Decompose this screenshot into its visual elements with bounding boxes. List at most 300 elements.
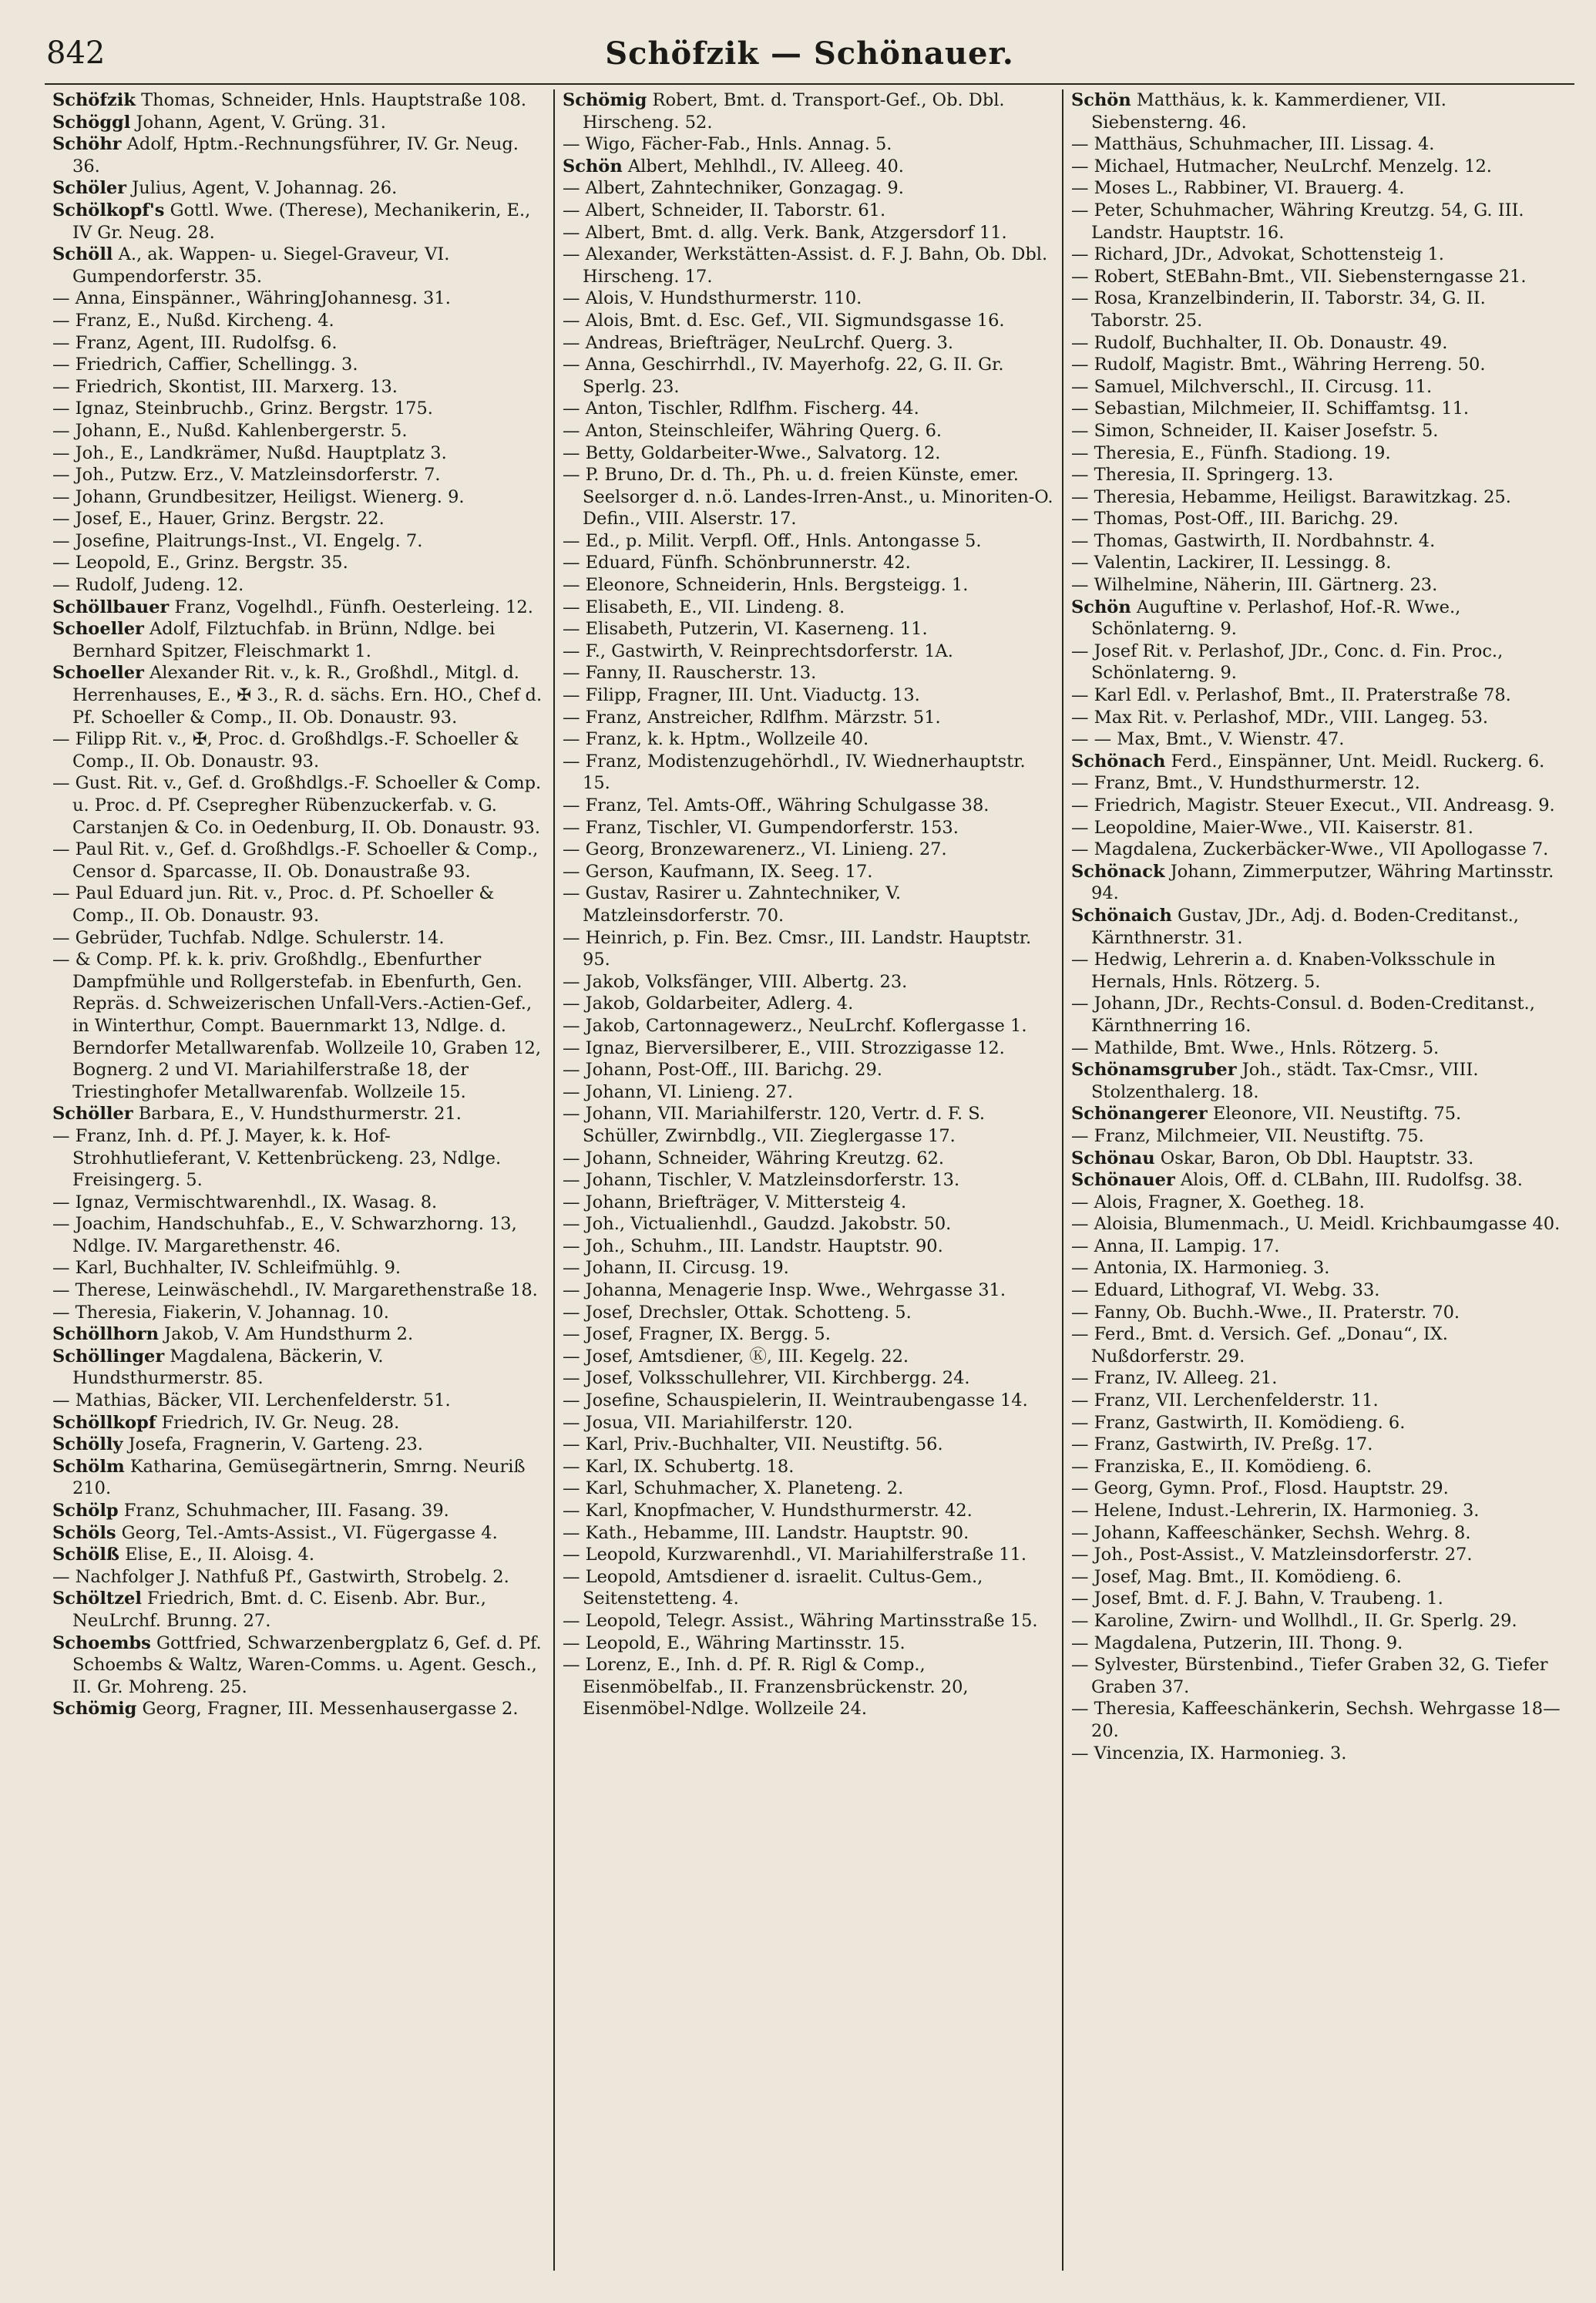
directory-entry	[52, 376, 546, 398]
columns	[45, 89, 1574, 2271]
entry-text: — Johann, Tischler, V. Matzleinsdorferstr. 13.	[563, 1170, 960, 1191]
directory-entry	[1071, 1390, 1563, 1412]
entry-text: — Mathilde, Bmt. Wwe., Hnls. Rötzerg. 5.	[1071, 1037, 1440, 1058]
directory-entry	[563, 1522, 1054, 1545]
entry-text: — Helene, Indust.-Lehrerin, IX. Harmonieg. 3.	[1071, 1501, 1480, 1521]
directory-entry	[563, 1456, 1054, 1478]
entry-text: — Paul Eduard jun. Rit. v., Proc. d. Pf. Schoeller & Comp., II. Ob. Donaustr. 93.	[52, 883, 495, 926]
entry-text: — Leopold, Kurzwarenhdl., VI. Mariahilferstraße 11.	[563, 1545, 1027, 1565]
directory-entry	[563, 1544, 1054, 1566]
entry-surname: Schönaich	[1071, 905, 1172, 926]
entry-text: — Johann, II. Circusg. 19.	[563, 1258, 789, 1279]
directory-entry	[563, 597, 1054, 619]
entry-text: — Friedrich, Skontist, III. Marxerg. 13.	[52, 376, 398, 397]
directory-entry	[1071, 574, 1563, 597]
entry-text: — Theresia, II. Springerg. 13.	[1071, 465, 1334, 486]
directory-entry	[1071, 905, 1563, 949]
entry-text: — Josef, Fragner, IX. Bergg. 5.	[563, 1324, 831, 1345]
directory-entry	[563, 552, 1054, 574]
directory-entry	[1071, 707, 1563, 729]
directory-entry	[1071, 530, 1563, 553]
directory-entry	[52, 133, 546, 177]
entry-text: — Friedrich, Caffier, Schellingg. 3.	[52, 355, 358, 375]
entry-surname: Schoembs	[52, 1632, 151, 1653]
entry-text: — Gerson, Kaufmann, IX. Seeg. 17.	[563, 861, 873, 882]
directory-entry	[563, 1213, 1054, 1236]
entry-text: — Eduard, Lithograf, VI. Webg. 33.	[1071, 1280, 1380, 1301]
entry-text: Barbara, E., V. Hundsthurmerstr. 21.	[133, 1104, 462, 1125]
directory-entry	[1071, 684, 1563, 707]
entry-text: — Anna, Geschirrhdl., IV. Mayerhofg. 22, G. II. Gr. Sperlg. 23.	[563, 355, 1004, 397]
directory-entry	[1071, 1743, 1563, 1765]
directory-entry	[52, 1500, 546, 1522]
entry-text: Alexander Rit. v., k. R., Großhdl., Mitgl. d. Herrenhauses, E., ✠ 3., R. d. sächs. Ern. HO., Chef d. Pf. Schoeller & Comp., II. Ob. Donaustr. 93.	[72, 663, 543, 728]
directory-entry	[563, 1346, 1054, 1368]
entry-text: — Johann, Grundbesitzer, Heiligst. Wienerg. 9.	[52, 486, 465, 507]
entry-text: — Karl, Knopfmacher, V. Hundsthurmerstr. 42.	[563, 1501, 973, 1521]
directory-entry	[52, 927, 546, 950]
directory-entry	[1071, 266, 1563, 288]
entry-surname: Schöllhorn	[52, 1324, 159, 1345]
directory-entry	[1071, 89, 1563, 133]
directory-entry	[563, 310, 1054, 332]
directory-entry	[1071, 332, 1563, 355]
directory-entry	[563, 1148, 1054, 1170]
entry-text: — Georg, Bronzewarenerz., VI. Linieng. 27.	[563, 839, 947, 860]
directory-entry	[52, 1213, 546, 1257]
entry-text: — Theresia, Hebamme, Heiligst. Barawitzkag. 25.	[1071, 486, 1511, 507]
directory-entry	[563, 1081, 1054, 1104]
directory-entry	[52, 597, 546, 619]
entry-text: — Thomas, Post-Off., III. Barichg. 29.	[1071, 509, 1399, 530]
directory-entry	[563, 89, 1054, 133]
entry-text: — Andreas, Briefträger, NeuLrchf. Querg. 3.	[563, 332, 954, 353]
directory-entry	[563, 200, 1054, 222]
directory-entry	[52, 883, 546, 926]
entry-text: A., ak. Wappen- u. Siegel-Graveur, VI. Gumpendorferstr. 35.	[72, 244, 450, 287]
directory-entry	[52, 1456, 546, 1500]
entry-text: — Kath., Hebamme, III. Landstr. Hauptstr. 90.	[563, 1522, 969, 1543]
entry-text: — Karl Edl. v. Perlashof, Bmt., II. Praterstraße 78.	[1071, 685, 1511, 706]
entry-text: — Gustav, Rasirer u. Zahntechniker, V. Matzleinsdorferstr. 70.	[563, 883, 902, 926]
directory-entry	[563, 1257, 1054, 1279]
entry-text: — Joh., E., Landkrämer, Nußd. Hauptplatz 3.	[52, 442, 447, 463]
directory-entry	[52, 1192, 546, 1214]
entry-text: — Alexander, Werkstätten-Assist. d. F. J. Bahn, Ob. Dbl. Hirscheng. 17.	[563, 244, 1048, 287]
directory-entry	[52, 839, 546, 883]
page-header	[45, 35, 1574, 85]
entry-text: — Wigo, Fächer-Fab., Hnls. Annag. 5.	[563, 134, 892, 155]
entry-text: — Johann, Schneider, Währing Kreutzg. 62.	[563, 1148, 945, 1168]
directory-entry	[52, 287, 546, 310]
directory-entry	[1071, 1544, 1563, 1566]
directory-entry	[52, 486, 546, 509]
directory-entry	[1071, 1125, 1563, 1148]
entry-text: — Mathias, Bäcker, VII. Lerchenfelderstr. 51.	[52, 1390, 451, 1411]
entry-surname: Schönamsgruber	[1071, 1060, 1237, 1081]
directory-entry	[52, 332, 546, 355]
entry-text: — Samuel, Milchverschl., II. Circusg. 11.	[1071, 376, 1433, 397]
entry-surname: Schöggl	[52, 112, 131, 133]
entry-text: — Albert, Zahntechniker, Gonzagag. 9.	[563, 178, 904, 199]
directory-entry	[1071, 1323, 1563, 1367]
directory-entry	[1071, 1037, 1563, 1060]
entry-text: — Jakob, Cartonnagewerz., NeuLrchf. Koflergasse 1.	[563, 1015, 1027, 1036]
directory-entry	[563, 1236, 1054, 1258]
directory-entry	[52, 1346, 546, 1390]
entry-text: Alois, Off. d. CLBahn, III. Rudolfsg. 38.	[1174, 1170, 1523, 1191]
entry-surname: Schöhr	[52, 134, 122, 155]
entry-surname: Schölß	[52, 1545, 119, 1565]
directory-entry	[1071, 1632, 1563, 1655]
entry-text: Robert, Bmt. d. Transport-Gef., Ob. Dbl. Hirscheng. 52.	[583, 90, 1005, 133]
entry-text: — Johann, Kaffeeschänker, Sechsh. Wehrg. 8.	[1071, 1522, 1471, 1543]
entry-surname: Schönack	[1071, 861, 1165, 882]
entry-text: — Josefine, Plaitrungs-Inst., VI. Engelg. 7.	[52, 530, 423, 551]
directory-entry	[1071, 200, 1563, 244]
entry-text: — Leopoldine, Maier-Wwe., VII. Kaiserstr. 81.	[1071, 817, 1473, 838]
entry-text: — Franz, VII. Lerchenfelderstr. 11.	[1071, 1390, 1379, 1411]
directory-entry	[563, 662, 1054, 684]
entry-text: Gustav, JDr., Adj. d. Boden-Creditanst., Kärnthnerstr. 31.	[1091, 905, 1519, 948]
directory-entry	[1071, 1566, 1563, 1589]
entry-text: Magdalena, Bäckerin, V. Hundsthurmerstr. 85.	[72, 1346, 384, 1389]
entry-text: Auguftine v. Perlashof, Hof.-R. Wwe., Schönlaterng. 9.	[1091, 597, 1461, 640]
entry-text: — Joh., Schuhm., III. Landstr. Hauptstr. 90.	[563, 1236, 943, 1256]
directory-entry	[1071, 1213, 1563, 1236]
entry-text: — Elisabeth, E., VII. Lindeng. 8.	[563, 597, 845, 617]
directory-entry	[1071, 1698, 1563, 1742]
directory-entry	[52, 1566, 546, 1589]
entry-text: Joh., städt. Tax-Cmsr., VIII. Stolzenthalerg. 18.	[1091, 1060, 1479, 1102]
entry-text: Franz, Schuhmacher, III. Fasang. 39.	[118, 1501, 449, 1521]
directory-entry	[1071, 839, 1563, 861]
entry-text: — Ferd., Bmt. d. Versich. Gef. „Donau“, IX. Nußdorferstr. 29.	[1071, 1324, 1448, 1367]
directory-entry	[52, 1412, 546, 1434]
entry-text: Jakob, V. Am Hundsthurm 2.	[159, 1324, 414, 1345]
entry-text: Georg, Tel.-Amts-Assist., VI. Fügergasse 4.	[116, 1522, 498, 1543]
directory-entry	[1071, 1059, 1563, 1103]
entry-text: — Magdalena, Zuckerbäcker-Wwe., VII Apollogasse 7.	[1071, 839, 1549, 860]
entry-text: — Leopold, E., Währing Martinsstr. 15.	[563, 1632, 906, 1653]
entry-surname: Schöler	[52, 178, 127, 199]
directory-entry	[563, 751, 1054, 795]
directory-entry	[1071, 640, 1563, 684]
directory-entry	[52, 949, 546, 1103]
entry-text: — Simon, Schneider, II. Kaiser Josefstr. 5.	[1071, 420, 1439, 441]
directory-entry	[1071, 1456, 1563, 1478]
directory-entry	[563, 398, 1054, 420]
directory-entry	[52, 1632, 546, 1699]
directory-entry	[563, 156, 1054, 178]
directory-entry	[563, 1169, 1054, 1192]
entry-text: — Franz, Inh. d. Pf. J. Mayer, k. k. Hof-Strohhutlieferant, V. Kettenbrückeng. 23, Ndlge. Freisingerg. 5.	[52, 1125, 502, 1191]
directory-entry	[563, 332, 1054, 355]
entry-text: — Valentin, Lackirer, II. Lessingg. 8.	[1071, 553, 1392, 573]
column-left	[45, 89, 553, 2271]
directory-entry	[52, 244, 546, 287]
entry-text: — Alois, Fragner, X. Goetheg. 18.	[1071, 1192, 1365, 1212]
directory-entry	[52, 1390, 546, 1412]
directory-entry	[563, 1103, 1054, 1147]
entry-text: — Georg, Gymn. Prof., Flosd. Hauptstr. 29.	[1071, 1478, 1449, 1499]
directory-entry	[563, 1610, 1054, 1632]
directory-entry	[563, 1192, 1054, 1214]
entry-text: — Ignaz, Steinbruchb., Grinz. Bergstr. 175.	[52, 398, 433, 419]
entry-text: — Josef, Volksschullehrer, VII. Kirchbergg. 24.	[563, 1368, 970, 1389]
entry-text: — Franz, Anstreicher, Rdlfhm. Märzstr. 51.	[563, 707, 941, 728]
entry-text: — Ed., p. Milit. Verpfl. Off., Hnls. Antongasse 5.	[563, 530, 982, 551]
entry-text: — Franz, E., Nußd. Kircheng. 4.	[52, 310, 334, 331]
directory-entry	[1071, 552, 1563, 574]
entry-text: — Alois, V. Hundsthurmerstr. 110.	[563, 288, 862, 309]
entry-text: — Hedwig, Lehrerin a. d. Knaben-Volksschule in Hernals, Hnls. Rötzerg. 5.	[1071, 950, 1496, 992]
entry-text: — Magdalena, Putzerin, III. Thong. 9.	[1071, 1632, 1403, 1653]
entry-text: — Ignaz, Vermischtwarenhdl., IX. Wasag. 8.	[52, 1192, 438, 1212]
entry-surname: Schoeller	[52, 619, 144, 640]
entry-text: — Rudolf, Buchhalter, II. Ob. Donaustr. 49.	[1071, 332, 1448, 353]
entry-text: — Sylvester, Bürstenbind., Tiefer Graben 32, G. Tiefer Graben 37.	[1071, 1655, 1548, 1697]
entry-text: — Karl, IX. Schubertg. 18.	[563, 1456, 795, 1477]
entry-text: — Fanny, Ob. Buchh.-Wwe., II. Praterstr. 70.	[1071, 1302, 1460, 1323]
directory-entry	[563, 133, 1054, 156]
entry-text: — Robert, StEBahn-Bmt., VII. Siebensterngasse 21.	[1071, 266, 1527, 287]
entry-surname: Schön	[1071, 90, 1131, 110]
entry-text: Julius, Agent, V. Johannag. 26.	[126, 178, 398, 199]
entry-text: — Max Rit. v. Perlashof, MDr., VIII. Langeg. 53.	[1071, 707, 1489, 728]
entry-text: — Theresia, Fiakerin, V. Johannag. 10.	[52, 1302, 389, 1323]
entry-text: — Gebrüder, Tuchfab. Ndlge. Schulerstr. 14.	[52, 927, 445, 948]
entry-text: — Franz, Tischler, VI. Gumpendorferstr. 153.	[563, 817, 959, 838]
directory-entry	[1071, 1367, 1563, 1390]
directory-entry	[563, 244, 1054, 287]
directory-entry	[563, 1037, 1054, 1060]
directory-entry	[1071, 508, 1563, 530]
entry-text: — Ignaz, Bierversilberer, E., VIII. Strozzigasse 12.	[563, 1037, 1005, 1058]
directory-entry	[563, 684, 1054, 707]
entry-text: — Nachfolger J. Nathfuß Pf., Gastwirth, Strobelg. 2.	[52, 1566, 509, 1587]
entry-text: — Johann, JDr., Rechts-Consul. d. Boden-Creditanst., Kärnthnerring 16.	[1071, 993, 1535, 1036]
entry-text: — Heinrich, p. Fin. Bez. Cmsr., III. Landstr. Hauptstr. 95.	[563, 927, 1032, 970]
directory-entry	[1071, 1610, 1563, 1632]
entry-text: — Anna, Einspänner., WähringJohannesg. 31.	[52, 288, 451, 309]
entry-text: — Paul Rit. v., Gef. d. Großhdlgs.-F. Schoeller & Comp., Censor d. Sparcasse, II. Ob. Donaustraße 93.	[52, 839, 539, 882]
entry-text: — Karl, Schuhmacher, X. Planeteng. 2.	[563, 1478, 904, 1499]
directory-entry	[52, 398, 546, 420]
directory-entry	[52, 354, 546, 376]
directory-entry	[52, 310, 546, 332]
directory-entry	[1071, 1654, 1563, 1698]
entry-text: — Moses L., Rabbiner, VI. Brauerg. 4.	[1071, 178, 1405, 199]
entry-text: — — Max, Bmt., V. Wienstr. 47.	[1071, 729, 1345, 750]
entry-surname: Schönangerer	[1071, 1104, 1208, 1125]
entry-text: — Aloisia, Blumenmach., U. Meidl. Krichbaumgasse 40.	[1071, 1214, 1561, 1235]
entry-text: — Anton, Steinschleifer, Währing Querg. 6.	[563, 420, 942, 441]
directory-entry	[52, 1698, 546, 1720]
entry-text: — Josua, VII. Mariahilferstr. 120.	[563, 1412, 853, 1433]
directory-entry	[1071, 597, 1563, 640]
directory-entry	[1071, 1192, 1563, 1214]
entry-text: — Filipp Rit. v., ✠, Proc. d. Großhdlgs.-F. Schoeller & Comp., II. Ob. Donaustr. 93.	[52, 729, 519, 772]
entry-text: — Johann, Briefträger, V. Mittersteig 4.	[563, 1192, 907, 1212]
entry-surname: Schöltzel	[52, 1589, 142, 1609]
directory-entry	[563, 442, 1054, 465]
entry-text: Thomas, Schneider, Hnls. Hauptstraße 108.	[135, 90, 527, 110]
entry-text: — Johann, Post-Off., III. Barichg. 29.	[563, 1060, 882, 1081]
entry-text: Albert, Mehlhdl., IV. Alleeg. 40.	[622, 156, 904, 177]
directory-entry	[52, 420, 546, 442]
entry-text: — Anna, II. Lampig. 17.	[1071, 1236, 1280, 1256]
directory-entry	[563, 1279, 1054, 1302]
directory-entry	[52, 1279, 546, 1302]
entry-text: — Joachim, Handschuhfab., E., V. Schwarzhorng. 13, Ndlge. IV. Margarethenstr. 46.	[52, 1214, 517, 1256]
entry-surname: Schöfzik	[52, 90, 136, 110]
entry-text: — Franz, IV. Alleeg. 21.	[1071, 1368, 1278, 1389]
entry-surname: Schömig	[563, 90, 647, 110]
directory-entry	[563, 707, 1054, 729]
entry-text: — Anton, Tischler, Rdlfhm. Fischerg. 44.	[563, 398, 919, 419]
directory-entry	[563, 1566, 1054, 1610]
entry-text: — F., Gastwirth, V. Reinprechtsdorferstr. 1A.	[563, 640, 953, 661]
directory-entry	[52, 1103, 546, 1125]
directory-entry	[52, 442, 546, 465]
directory-entry	[1071, 1279, 1563, 1302]
entry-surname: Schöller	[52, 1104, 133, 1125]
entry-text: — Karl, Priv.-Buchhalter, VII. Neustiftg. 56.	[563, 1434, 943, 1455]
directory-entry	[52, 89, 546, 112]
directory-entry	[563, 861, 1054, 883]
entry-text: — Vincenzia, IX. Harmonieg. 3.	[1071, 1743, 1347, 1763]
directory-entry	[52, 1434, 546, 1456]
entry-text: Georg, Fragner, III. Messenhausergasse 2.	[136, 1699, 519, 1720]
directory-entry	[1071, 1434, 1563, 1456]
entry-text: — Karl, Buchhalter, IV. Schleifmühlg. 9.	[52, 1258, 402, 1279]
directory-entry	[1071, 1236, 1563, 1258]
directory-entry	[563, 420, 1054, 442]
directory-entry	[563, 817, 1054, 839]
entry-text: — Matthäus, Schuhmacher, III. Lissag. 4.	[1071, 134, 1435, 155]
directory-entry	[563, 177, 1054, 200]
entry-text: — Franz, Gastwirth, II. Komödieng. 6.	[1071, 1412, 1406, 1433]
entry-text: — Rudolf, Magistr. Bmt., Währing Herreng. 50.	[1071, 355, 1486, 375]
entry-text: — Eduard, Fünfh. Schönbrunnerstr. 42.	[563, 553, 911, 573]
entry-text: — Wilhelmine, Näherin, III. Gärtnerg. 23.	[1071, 575, 1438, 596]
entry-surname: Schoeller	[52, 663, 144, 684]
directory-entry	[563, 1654, 1054, 1720]
directory-entry	[52, 772, 546, 839]
entry-text: — Josefine, Schauspielerin, II. Weintraubengasse 14.	[563, 1390, 1028, 1411]
column-middle	[553, 89, 1062, 2271]
directory-entry	[1071, 817, 1563, 839]
entry-text: Johann, Zimmerputzer, Währing Martinsstr. 94.	[1091, 861, 1554, 904]
directory-entry	[1071, 1500, 1563, 1522]
entry-text: — Filipp, Fragner, III. Unt. Viaductg. 13.	[563, 685, 920, 706]
entry-text: — Johann, VI. Linieng. 27.	[563, 1081, 793, 1102]
directory-entry	[563, 618, 1054, 640]
directory-entry	[1071, 464, 1563, 486]
entry-text: Eleonore, VII. Neustiftg. 75.	[1207, 1104, 1462, 1125]
entry-text: — Fanny, II. Rauscherstr. 13.	[563, 663, 817, 684]
entry-surname: Schölm	[52, 1456, 125, 1477]
directory-entry	[1071, 133, 1563, 156]
directory-entry	[52, 1257, 546, 1279]
page-number: 842	[46, 35, 106, 71]
entry-text: — Albert, Bmt. d. allg. Verk. Bank, Atzgersdorf 11.	[563, 222, 1007, 243]
entry-text: — Jakob, Volksfänger, VIII. Albertg. 23.	[563, 971, 908, 992]
entry-surname: Schölly	[52, 1434, 123, 1455]
directory-entry	[563, 728, 1054, 751]
directory-entry	[52, 112, 546, 134]
entry-text: — Leopold, Telegr. Assist., Währing Martinsstraße 15.	[563, 1610, 1038, 1631]
directory-entry	[563, 1302, 1054, 1324]
directory-entry	[563, 1632, 1054, 1655]
directory-entry	[1071, 1478, 1563, 1500]
directory-entry	[52, 1323, 546, 1346]
entry-text: — Elisabeth, Putzerin, VI. Kaserneng. 11.	[563, 619, 928, 640]
entry-text: — Theresia, Kaffeeschänkerin, Sechsh. Wehrgasse 18—20.	[1071, 1699, 1561, 1741]
directory-entry	[1071, 156, 1563, 178]
entry-text: — Rudolf, Judeng. 12.	[52, 575, 244, 596]
directory-entry	[563, 883, 1054, 926]
directory-entry	[563, 464, 1054, 530]
entry-text: Adolf, Filztuchfab. in Brünn, Ndlge. bei Bernhard Spitzer, Fleischmarkt 1.	[72, 619, 496, 661]
directory-entry	[1071, 376, 1563, 398]
entry-text: — Michael, Hutmacher, NeuLrchf. Menzelg. 12.	[1071, 156, 1492, 177]
directory-entry	[563, 222, 1054, 244]
entry-surname: Schön	[563, 156, 623, 177]
entry-text: Gottfried, Schwarzenbergplatz 6, Gef. d. Pf. Schoembs & Waltz, Waren-Comms. u. Agent. Gesch., II. Gr. Mohreng. 25.	[72, 1632, 542, 1697]
directory-entry	[52, 1302, 546, 1324]
directory-entry	[563, 574, 1054, 597]
entry-text: — Franz, Bmt., V. Hundsthurmerstr. 12.	[1071, 773, 1420, 794]
entry-surname: Schölkopf's	[52, 200, 165, 220]
entry-surname: Schönauer	[1071, 1170, 1175, 1191]
entry-text: — Therese, Leinwäschehdl., IV. Margarethenstraße 18.	[52, 1280, 538, 1301]
entry-text: — Leopold, E., Grinz. Bergstr. 35.	[52, 553, 348, 573]
directory-entry	[563, 530, 1054, 553]
entry-text: Friedrich, IV. Gr. Neug. 28.	[156, 1412, 400, 1433]
directory-entry	[1071, 287, 1563, 331]
entry-text: — Josef, Mag. Bmt., II. Komödieng. 6.	[1071, 1566, 1402, 1587]
directory-entry	[52, 552, 546, 574]
entry-text: Gottl. Wwe. (Therese), Mechanikerin, E., IV Gr. Neug. 28.	[72, 200, 531, 243]
entry-surname: Schöls	[52, 1522, 116, 1543]
directory-entry	[52, 618, 546, 662]
directory-entry	[1071, 244, 1563, 266]
entry-surname: Schön	[1071, 597, 1131, 617]
entry-surname: Schönau	[1071, 1148, 1155, 1168]
entry-text: Johann, Agent, V. Grüng. 31.	[130, 112, 386, 133]
entry-text: Josefa, Fragnerin, V. Garteng. 23.	[123, 1434, 423, 1455]
entry-text: Adolf, Hptm.-Rechnungsführer, IV. Gr. Neug. 36.	[72, 134, 519, 177]
entry-surname: Schölp	[52, 1501, 119, 1521]
directory-entry	[563, 1390, 1054, 1412]
entry-text: — Josef, E., Hauer, Grinz. Bergstr. 22.	[52, 509, 385, 530]
entry-text: — Richard, JDr., Advokat, Schottensteig 1.	[1071, 244, 1444, 265]
directory-entry	[563, 1478, 1054, 1500]
entry-surname: Schönach	[1071, 751, 1166, 772]
directory-entry	[1071, 949, 1563, 993]
entry-text: — Eleonore, Schneiderin, Hnls. Bergsteigg. 1.	[563, 575, 969, 596]
entry-text: Elise, E., II. Aloisg. 4.	[119, 1545, 314, 1565]
entry-surname: Schöllinger	[52, 1346, 165, 1367]
entry-text: — Franz, Tel. Amts-Off., Währing Schulgasse 38.	[563, 795, 990, 815]
entry-text: — Sebastian, Milchmeier, II. Schiffamtsg. 11.	[1071, 398, 1470, 419]
directory-entry	[1071, 420, 1563, 442]
directory-entry	[1071, 1257, 1563, 1279]
entry-text: — Betty, Goldarbeiter-Wwe., Salvatorg. 12.	[563, 442, 941, 463]
entry-text: — Leopold, Amtsdiener d. israelit. Cultus-Gem., Seitenstetteng. 4.	[563, 1566, 983, 1609]
